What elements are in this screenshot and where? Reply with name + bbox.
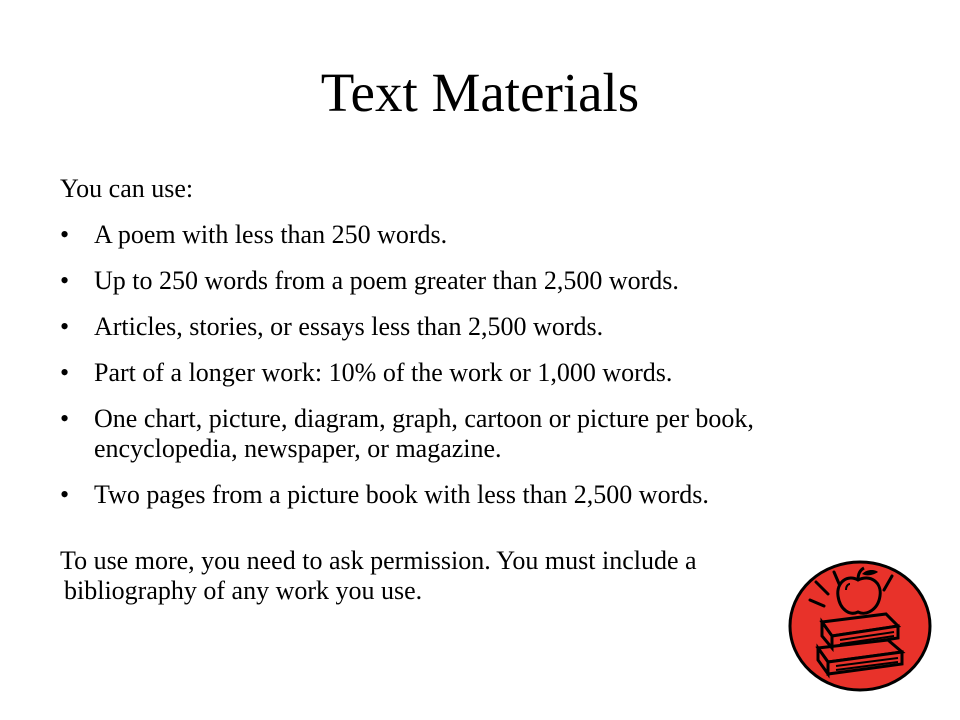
intro-text: You can use: [60, 174, 194, 203]
list-item [60, 404, 880, 464]
bullet-marker: • [60, 220, 70, 249]
list-item [60, 220, 880, 250]
list-item [60, 358, 880, 388]
bullet-text: A poem with less than 250 words. [94, 220, 448, 249]
list-item [60, 312, 880, 342]
bullet-text: Articles, stories, or essays less than 2,500 words. [94, 312, 604, 341]
list-item [60, 266, 880, 296]
bullet-marker: • [60, 480, 70, 509]
slide-title: Text Materials [320, 62, 640, 123]
bullet-marker: • [60, 266, 70, 295]
closing-line-2: bibliography of any work you use. [64, 576, 423, 605]
bullet-marker: • [60, 404, 70, 433]
bullet-text: Up to 250 words from a poem greater than 2,500 words. [94, 266, 679, 295]
bullet-text: Two pages from a picture book with less than 2,500 words. [94, 480, 709, 509]
apple-on-books-icon [788, 560, 932, 692]
closing-paragraph [60, 546, 860, 606]
list-item [60, 480, 880, 510]
closing-line-1: To use more, you need to ask permission. You must include a [60, 546, 697, 575]
bullet-list [60, 220, 880, 526]
bullet-text: Part of a longer work: 10% of the work or 1,000 words. [94, 358, 673, 387]
bullet-marker: • [60, 358, 70, 387]
bullet-marker: • [60, 312, 70, 341]
bullet-text: One chart, picture, diagram, graph, cartoon or picture per book, encyclopedia, newspaper, or magazine. [94, 404, 754, 463]
